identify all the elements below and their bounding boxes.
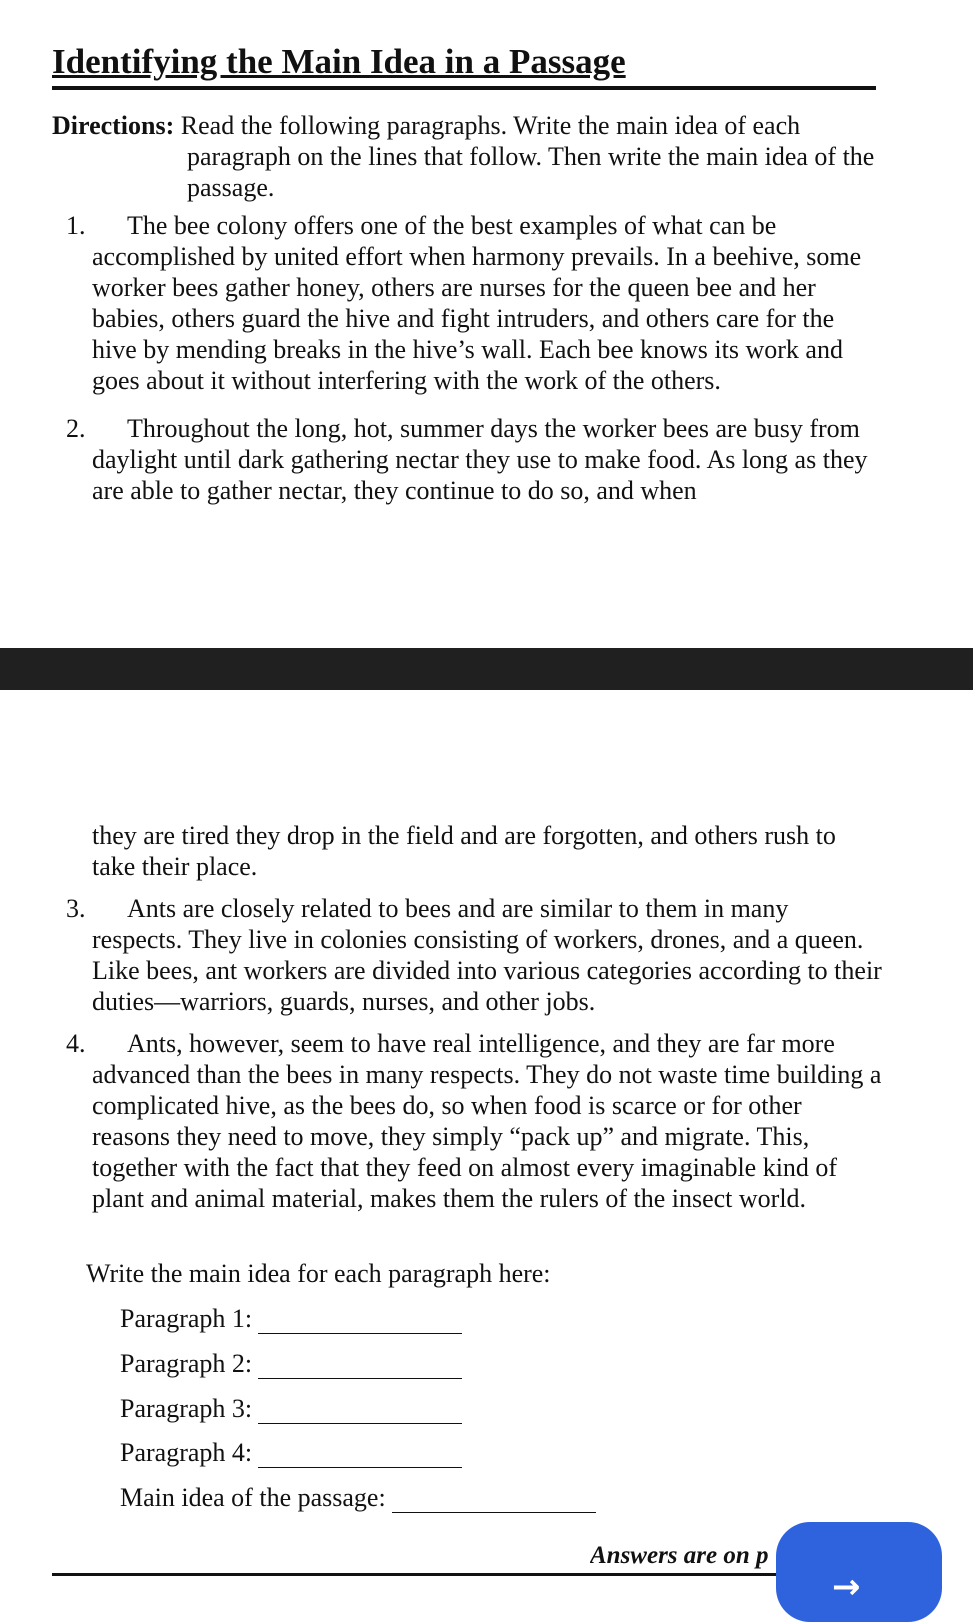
paragraph-2	[52, 413, 882, 506]
paragraph-text: Ants are closely related to bees and are similar to them in many respects. They live in colonies consisting of workers, drones, and a queen. Like bees, ant workers are divided into various categories according to their duties—warriors, guards, nurses, and other jobs.	[92, 894, 882, 1016]
directions-text-line1: Read the following paragraphs. Write the main idea of each	[180, 111, 801, 140]
paragraph-4	[52, 1028, 882, 1214]
arrow-icon: →	[832, 1567, 861, 1607]
paragraph-text: Ants, however, seem to have real intelligence, and they are far more advanced than the bees in many respects. They do not waste time building a complicated hive, as the bees do, so when food is scarce or for other reasons they need to move, they simply “pack up” and migrate. This, together with the fact that they feed on almost every imaginable kind of plant and animal material, makes them the rulers of the insect world.	[92, 1029, 882, 1213]
paragraph-1	[52, 210, 882, 396]
directions-label: Directions:	[52, 111, 175, 140]
paragraph-text: Throughout the long, hot, summer days the worker bees are busy from daylight until dark gathering nectar they use to make food. As long as they are able to gather nectar, they continue to do so, and when	[92, 414, 868, 505]
answer-blank[interactable]	[258, 1307, 462, 1334]
paragraph-number: 1.	[66, 211, 86, 240]
answer-label: Paragraph 2:	[120, 1349, 253, 1378]
directions-text-rest: paragraph on the lines that follow. Then write the main idea of the passage.	[187, 142, 875, 202]
paragraph-text: The bee colony offers one of the best examples of what can be accomplished by united effort when harmony prevails. In a beehive, some worker bees gather honey, others are nurses for the queen bee and her babies, others guard the hive and fight intruders, and others care for the hive by mending breaks in the hive’s wall. Each bee knows its work and goes about it without interfering with the work of the others.	[92, 211, 862, 395]
answer-label: Main idea of the passage:	[120, 1483, 386, 1512]
answer-blank[interactable]	[392, 1486, 596, 1513]
answer-blank[interactable]	[258, 1352, 462, 1379]
answer-row-main-idea	[120, 1482, 596, 1513]
page-title: Identifying the Main Idea in a Passage	[52, 42, 626, 81]
answer-row-paragraph-1	[120, 1303, 462, 1334]
paragraph-number: 2.	[66, 414, 86, 443]
directions	[52, 110, 882, 203]
footer-answers-note: Answers are on p	[590, 1542, 769, 1569]
answer-blank[interactable]	[258, 1397, 462, 1424]
answer-label: Paragraph 1:	[120, 1304, 253, 1333]
answer-row-paragraph-2	[120, 1348, 462, 1379]
paragraph-number: 3.	[66, 894, 86, 923]
title-underline-rule	[52, 86, 876, 90]
answer-blank[interactable]	[258, 1441, 462, 1468]
floating-action-button[interactable]	[776, 1522, 942, 1622]
answer-label: Paragraph 3:	[120, 1394, 253, 1423]
paragraph-2-continuation: they are tired they drop in the field and are forgotten, and others rush to take their place.	[92, 821, 836, 881]
answer-row-paragraph-3	[120, 1393, 462, 1424]
paragraph-3	[52, 893, 882, 1017]
answer-label: Paragraph 4:	[120, 1438, 253, 1467]
answer-prompt: Write the main idea for each paragraph here:	[86, 1259, 551, 1288]
paragraph-number: 4.	[66, 1029, 86, 1058]
footer-rule	[52, 1573, 780, 1576]
screenshot-divider-band	[0, 648, 973, 690]
answer-row-paragraph-4	[120, 1437, 462, 1468]
